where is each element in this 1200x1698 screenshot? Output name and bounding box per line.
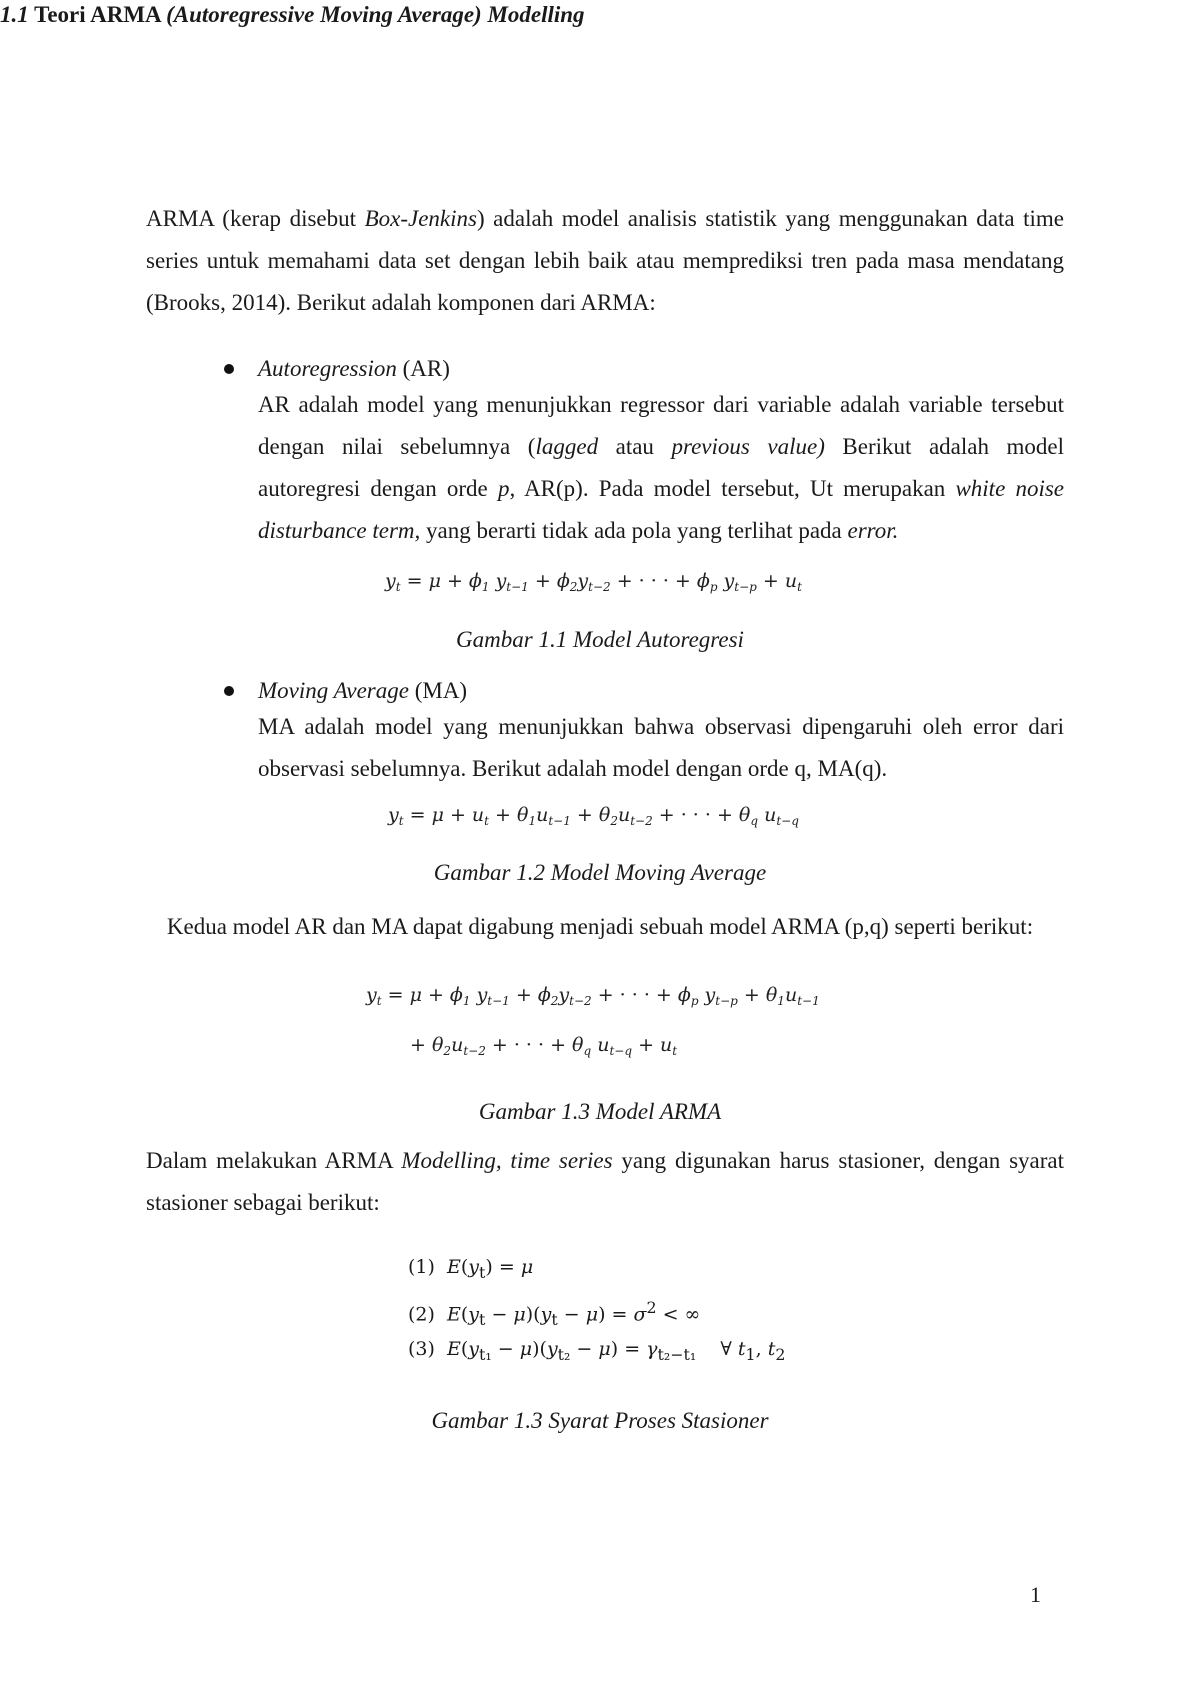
ar-text-error: error. [847,518,899,543]
section-number: 1.1 [0,2,29,27]
ar-caption: Gambar 1.1 Model Autoregresi [456,627,744,652]
ar-text-5: Berikut adalah model autoregresi dengan orde [258,434,1064,501]
condition-1: (1) $E(y_t) = \mu$ [408,1256,534,1282]
ar-text-p: p, [497,476,516,501]
bullet-dot-ar [224,364,234,374]
arma-equation-line-1: $y_t = \mu + \phi_1$ $y_{t-1} + \phi_2y_{t-2}$ + · · · + $\phi_p$ $y_{t-p} + \theta_1u_{t-1}$ [366,984,820,1008]
ma-equation: $y_t = \mu + u_t + \theta_1u_{t-1} + \theta_2u_{t-2}$ + · · · + $\theta_q$ $u_{t-q}$ [388,804,799,828]
ma-description: MA adalah model yang menunjukkan bahwa observasi dipengaruhi oleh error dari observasi sebelumnya. Berikut adalah model dengan orde q, MA(q). [258,714,1064,781]
ar-text-previous: previous value) [671,434,825,459]
ar-text-7: AR(p). Pada model tersebut, Ut merupakan [515,476,956,501]
ar-description [258,384,1064,552]
combined-text: Kedua model AR dan MA dapat digabung menjadi sebuah model ARMA (p,q) seperti berikut: [166,914,1034,939]
ar-text-lagged: lagged [535,434,599,459]
section-heading [0,0,1200,30]
condition-2: (2) $E(y_t - \mu)(y_t - \mu) = \sigma^2$ < ∞ [408,1298,701,1330]
intro-text-2: ) adalah model analisis statistik yang menggunakan data time series untuk memahami data set dengan lebih baik atau memprediksi tren pada masa mendatang (Brooks, 2014). Berikut adalah komponen dari ARMA: [146,206,1065,315]
stationary-paragraph [146,1140,1064,1224]
condition-3: (3) $E(y_{t_1} - \mu)(y_{t_2} - \mu) = \gamma_{t_2-t_1}$ ∀ $t_1$, $t_2$ [408,1338,786,1364]
bullet-dot-ma [224,686,234,696]
ar-title [258,354,450,384]
intro-paragraph [146,198,1064,324]
ma-title [258,676,467,706]
ar-text-9: yang berarti tidak ada pola yang terlihat pada [420,518,848,543]
stationary-text-2: yang digunakan harus stasioner, dengan syarat stasioner sebagai berikut: [146,1148,1064,1215]
arma-equation-line-2: + $\theta_2u_{t-2}$ + · · · + $\theta_q$ $u_{t-q} + u_t$ [410,1034,678,1058]
ma-title-italic: Moving Average [258,678,409,703]
ar-text-white-noise: white noise disturbance term, [258,476,1064,543]
arma-caption: Gambar 1.3 Model ARMA [478,1099,722,1124]
stationary-text-italic: Modelling, time series [401,1148,613,1173]
ar-text-1: AR adalah model yang menunjukkan regressor dari variable adalah variable tersebut dengan nilai sebelumnya ( [258,392,1064,459]
section-title-plain: Teori ARMA [28,2,167,27]
ar-title-italic: Autoregression [258,356,397,381]
ar-text-3: atau [598,434,672,459]
page-number: 1 [1030,1582,1041,1607]
ma-caption: Gambar 1.2 Model Moving Average [433,860,767,885]
ar-title-rest: (AR) [396,356,450,381]
intro-text-1: ARMA (kerap disebut [146,206,365,231]
ar-equation: $y_t = \mu + \phi_1$ $y_{t-1} + \phi_2y_{t-2}$ + · · · + $\phi_p$ $y_{t-p} + u_t$ [385,570,802,594]
ma-title-rest: (MA) [408,678,468,703]
intro-text-italic: Box-Jenkins [364,206,477,231]
section-title-italic: (Autoregressive Moving Average) Modelling [166,2,585,27]
stationary-caption: Gambar 1.3 Syarat Proses Stasioner [431,1408,769,1433]
stationary-text-1: Dalam melakukan ARMA [146,1148,402,1173]
